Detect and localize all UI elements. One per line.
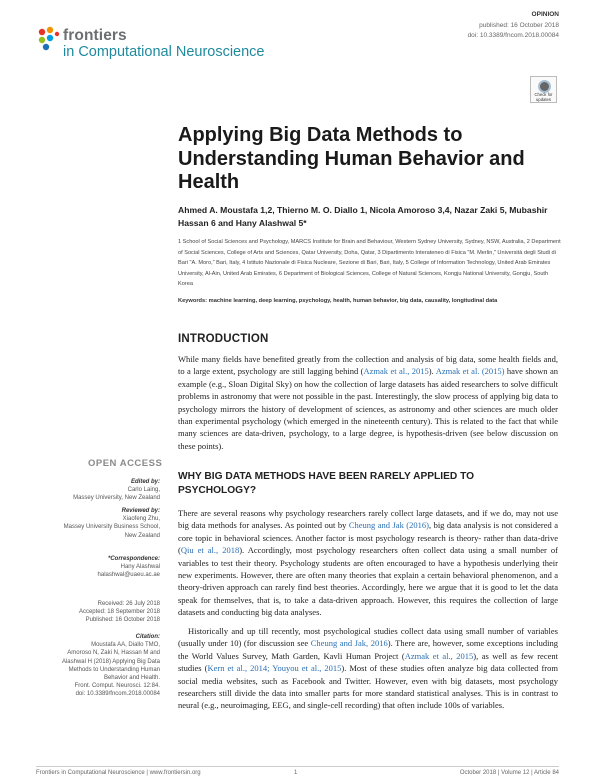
citation-link[interactable]: Kern et al., 2014; Youyou et al., 2015 [207, 663, 342, 674]
received-date: Received: 26 July 2018 [97, 601, 160, 607]
edited-by-block [20, 478, 160, 503]
doi-link[interactable]: doi: 10.3389/fncom.2018.00084 [467, 32, 559, 39]
correspondence-name: Hany Alashwal [120, 564, 160, 571]
citation-line: Methods to Understanding Human [68, 666, 160, 673]
footer-divider [36, 766, 559, 767]
reviewed-by-label: Reviewed by: [121, 508, 160, 514]
dates-block [20, 600, 160, 625]
reviewed-by-block [20, 507, 160, 540]
citation-line: Moustafa AA, Diallo TMO, [91, 642, 160, 649]
why-paragraph-2 [178, 625, 558, 712]
edited-by-label: Edited by: [130, 479, 160, 485]
introduction-paragraph [178, 353, 558, 452]
editor-institution: Massey University, New Zealand [73, 495, 160, 502]
page-number: 1 [294, 770, 298, 776]
citation-line: Alashwal H (2018) Applying Big Data [61, 658, 160, 665]
correspondence-block [20, 555, 160, 580]
footer-journal[interactable]: Frontiers in Computational Neuroscience | www.frontiersin.org [36, 770, 201, 776]
citation-link[interactable]: Azmak et al., 2015 [404, 650, 474, 661]
author-list: Ahmed A. Moustafa 1,2, Thierno M. O. Diallo 1, Nicola Amoroso 3,4, Nazar Zaki 5, Mubashir Hassan 6 and Hany Alashwal 5* [178, 205, 548, 228]
citation-block [20, 633, 160, 699]
open-access-badge: OPEN ACCESS [88, 458, 163, 469]
text-run: ). There are, however, some exceptions including the World Values Survey, Math Garden, Kavli Human Project ( [178, 638, 558, 661]
text-run: There are several reasons why psychology researchers rarely collect large datasets, and if we do, may not use big data methods for analyses. As pointed out by [178, 508, 558, 531]
published-date-sidebar: Published: 16 October 2018 [85, 617, 160, 624]
citation-label: Citation: [135, 634, 160, 640]
article-type: OPINION [531, 11, 559, 18]
text-run: ), as well as few recent studies ( [178, 650, 558, 674]
citation-line: Behavior and Health. [103, 675, 160, 682]
affiliations: 1 School of Social Sciences and Psychology, MARCS Institute for Brain and Behaviour, Western Sydney University, Sydney, NSW, Australia, 2 Department of Social Sciences, College of Arts and Sciences, Qatar University, Doha, Qatar, 3 Dipartimento Interateneo di Fisica "M. Merlin," Università degli Studi di Bari "A. Moro," Bari, Italy, 4 Istituto Nazionale di Fisica Nucleare, Sezione di Bari, Bari, Italy, 5 College of Information Technology, United Arab Emirates University, Al-Ain, United Arab Emirates, 6 Department of Biological Sciences, College of Natural Sciences, Kongju National University, Gongju, South Korea [178, 239, 561, 288]
text-run: While many fields have benefited greatly from the collection and analysis of big data, some health fields and, to a large extent, psychology are still lagging behind ( [178, 354, 558, 377]
text-run: ). Accordingly, most psychology researchers often collect data using a small number of variables to test their theory. Psychology students are often encouraged to have a hypothesis underlying their new experiments. However, there are often many theories that explain a certain behavioral phenomenon, and a theory-driven approach can rarely find best theories. Accordingly, here we argue that it is good to let the data speak for themselves, that is, to take a data-driven approach. However, this requires the collection of large datasets and conducting big data analyses. [178, 545, 558, 618]
citation-line: Amoroso N, Zaki N, Hassan M and [67, 650, 160, 657]
correspondence-label: *Correspondence: [107, 556, 160, 562]
why-big-data-heading: WHY BIG DATA METHODS HAVE BEEN RARELY APPLIED TO PSYCHOLOGY? [178, 471, 475, 496]
brand-name: frontiers [63, 27, 127, 44]
reviewer-name: Xiaofeng Zhu, [122, 516, 160, 523]
citation-link[interactable]: Cheung and Jak (2016) [348, 520, 429, 531]
reviewer-country: New Zealand [124, 532, 160, 539]
keywords [178, 297, 563, 306]
text-run: , big data analysis is not considered a core topic in behavioral sciences. Another factor is most psychology research is theory- rather than data-drive ( [178, 520, 558, 556]
text-run: have shown an example (e.g., Sloan Digital Sky) on how the collection of large datasets has aided researchers to solve difficult problems in astronomy that were not possible in the past. Interestingly, the slow process of applying big data to psychology mirrors the history of development of sciences, as astronomy and other sciences are much older than experimental psychology (which emerged in the nineteenth century). This is related to the fact that while many sciences are data-driven, psychology, to a large degree, is hypothesis-driven (see below discussion on these points). [178, 366, 558, 451]
editor-name: Carlo Laing, [127, 487, 160, 494]
citation-line[interactable]: doi: 10.3389/fncom.2018.00084 [75, 691, 160, 698]
footer-issue: October 2018 | Volume 12 | Article 84 [459, 770, 559, 776]
citation-link[interactable]: Qiu et al., 2018 [180, 545, 240, 556]
text-run: Historically and up till recently, most psychological studies collect data using small number of variables (usually under 10) (for discussion see [178, 626, 558, 649]
accepted-date: Accepted: 18 September 2018 [78, 609, 160, 616]
correspondence-email[interactable]: halashwal@uaeu.ac.ae [97, 572, 160, 579]
introduction-heading: INTRODUCTION [178, 333, 269, 345]
citation-link[interactable]: Azmak et al., 2015 [363, 366, 429, 377]
keywords-text: machine learning, deep learning, psychology, health, human behavior, big data, causality, longitudinal data [208, 298, 498, 304]
journal-name: in Computational Neuroscience [63, 44, 265, 60]
why-paragraph-1 [178, 507, 558, 619]
article-title: Applying Big Data Methods to Understanding Human Behavior and Health [178, 124, 525, 193]
check-updates-label: Check for updates [534, 92, 553, 102]
keywords-label: Keywords: [178, 298, 208, 304]
text-run: ). [428, 366, 436, 377]
citation-line: Front. Comput. Neurosci. 12:84. [74, 683, 160, 690]
check-for-updates-button[interactable] [530, 76, 557, 103]
reviewer-institution: Massey University Business School, [63, 524, 160, 531]
citation-link[interactable]: Azmak et al. (2015) [435, 366, 505, 377]
published-date: published: 16 October 2018 [479, 22, 559, 29]
text-run: ). Most of these studies often analyze big data collected from social media websites, such as Facebook and Twitter. However, even with big datasets, most psychology researchers still divide the data into smaller parts for more standard statistical analyses. This is in contrast to neural (e.g., neuroimaging, EEG, and single-cell recording) that often include 100s of variables. [178, 663, 558, 711]
citation-link[interactable]: Cheung and Jak, 2016 [310, 638, 388, 649]
